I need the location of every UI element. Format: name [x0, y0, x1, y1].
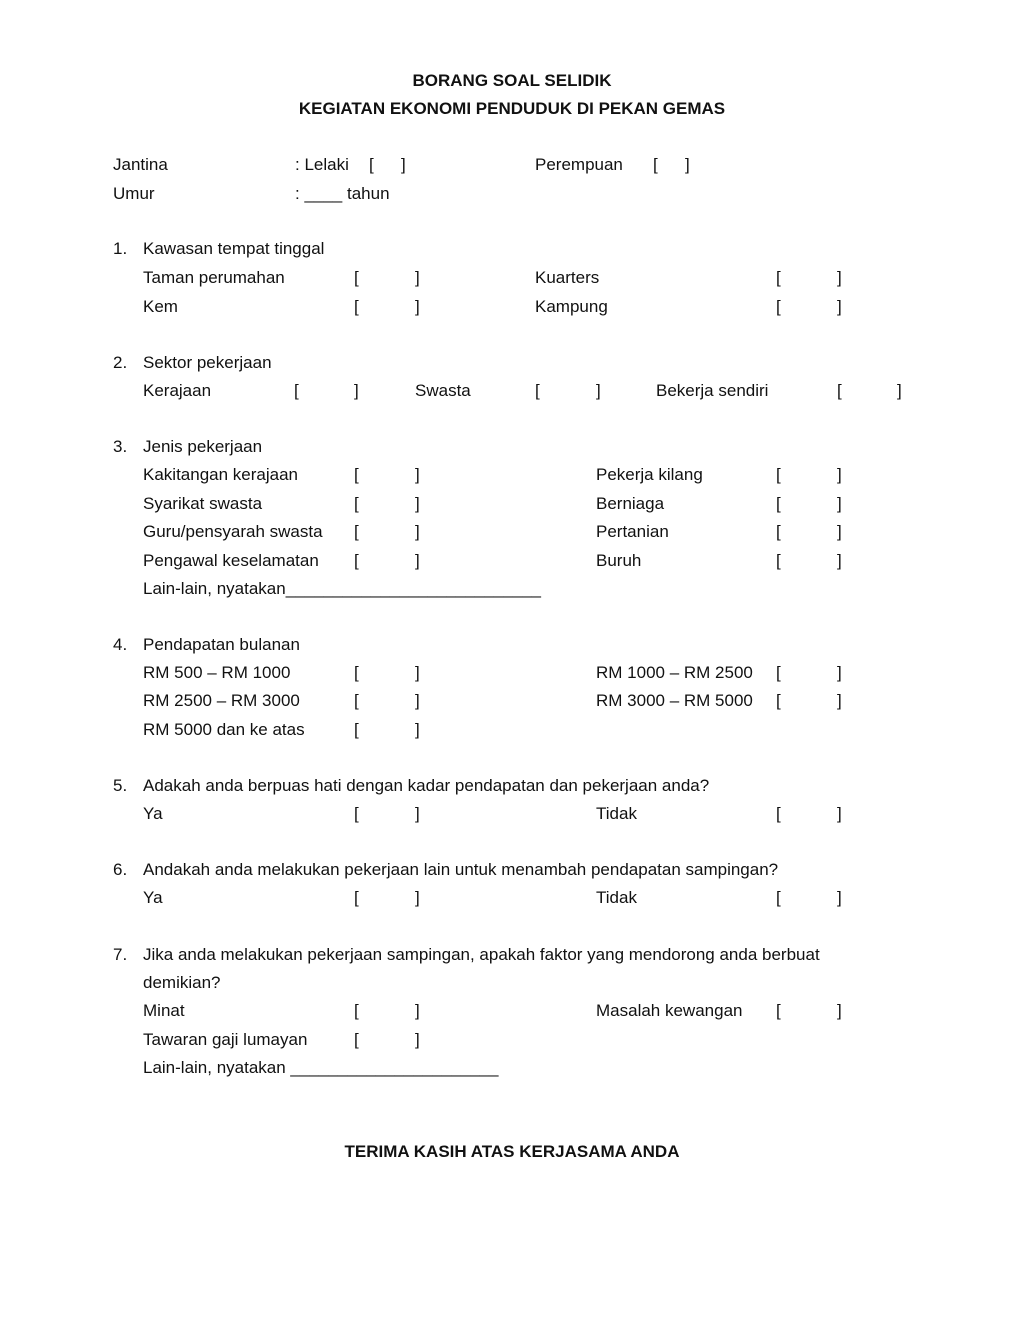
- q4-option-checkbox-close[interactable]: ]: [837, 663, 842, 682]
- q7-other-field[interactable]: Lain-lain, nyatakan ______________________: [143, 1058, 499, 1077]
- q3-option-checkbox-close[interactable]: ]: [415, 494, 420, 513]
- q3-option-label: Kakitangan kerajaan: [143, 465, 299, 484]
- q3-option-label: Syarikat swasta: [143, 494, 263, 513]
- q7-option-label: Minat: [143, 1001, 185, 1020]
- q3-option-checkbox-close[interactable]: ]: [415, 465, 420, 484]
- q3-option-checkbox-open[interactable]: [: [776, 522, 781, 541]
- q2-option-checkbox-close[interactable]: ]: [596, 381, 601, 400]
- form-subtitle: KEGIATAN EKONOMI PENDUDUK DI PEKAN GEMAS: [298, 99, 726, 118]
- q2-option-label: Swasta: [415, 381, 471, 400]
- q6-option-checkbox-open[interactable]: [: [354, 888, 359, 907]
- q7-question-line2: demikian?: [143, 973, 221, 992]
- q2-option-label: Bekerja sendiri: [656, 381, 769, 400]
- q3-question: Jenis pekerjaan: [143, 437, 263, 456]
- q6-option-label: Tidak: [596, 888, 637, 907]
- jantina-female-checkbox-close[interactable]: ]: [685, 155, 690, 174]
- q7-option-checkbox-close[interactable]: ]: [415, 1030, 420, 1049]
- q2-option-checkbox-open[interactable]: [: [294, 381, 299, 400]
- jantina-female-checkbox-open[interactable]: [: [653, 155, 658, 174]
- q5-question: Adakah anda berpuas hati dengan kadar pendapatan dan pekerjaan anda?: [143, 776, 710, 795]
- q2-option-checkbox-close[interactable]: ]: [354, 381, 359, 400]
- q3-option-checkbox-open[interactable]: [: [776, 494, 781, 513]
- q3-option-label: Pekerja kilang: [596, 465, 703, 484]
- umur-label: Umur: [113, 184, 155, 203]
- q2-option-checkbox-open[interactable]: [: [837, 381, 842, 400]
- q3-option-label: Pertanian: [596, 522, 669, 541]
- q5-number: 5.: [113, 776, 128, 795]
- q1-option-label: Kem: [143, 297, 178, 316]
- q4-option-label: RM 5000 dan ke atas: [143, 720, 305, 739]
- q1-option-label: Kampung: [535, 297, 608, 316]
- q6-option-checkbox-close[interactable]: ]: [837, 888, 842, 907]
- q5-option-checkbox-close[interactable]: ]: [837, 804, 842, 823]
- q7-option-label: Masalah kewangan: [596, 1001, 743, 1020]
- q2-number: 2.: [113, 353, 128, 372]
- q4-option-label: RM 1000 – RM 2500: [596, 663, 753, 682]
- q3-other-field[interactable]: Lain-lain, nyatakan___________________________: [143, 579, 541, 598]
- jantina-female-label: Perempuan: [535, 155, 623, 174]
- jantina-male-checkbox-close[interactable]: ]: [401, 155, 406, 174]
- jantina-male-checkbox-open[interactable]: [: [369, 155, 374, 174]
- form-title: BORANG SOAL SELIDIK: [412, 71, 612, 90]
- q5-option-checkbox-close[interactable]: ]: [415, 804, 420, 823]
- q2-option-label: Kerajaan: [143, 381, 212, 400]
- q3-option-checkbox-open[interactable]: [: [354, 465, 359, 484]
- q3-option-checkbox-close[interactable]: ]: [415, 551, 420, 570]
- q3-number: 3.: [113, 437, 128, 456]
- q1-option-checkbox-close[interactable]: ]: [837, 268, 842, 287]
- umur-field[interactable]: : ____ tahun: [295, 184, 390, 203]
- q1-option-label: Kuarters: [535, 268, 600, 287]
- q7-option-checkbox-open[interactable]: [: [354, 1001, 359, 1020]
- q5-option-checkbox-open[interactable]: [: [776, 804, 781, 823]
- q4-option-checkbox-open[interactable]: [: [354, 691, 359, 710]
- q3-option-checkbox-open[interactable]: [: [354, 494, 359, 513]
- q4-question: Pendapatan bulanan: [143, 635, 300, 654]
- q6-question: Andakah anda melakukan pekerjaan lain untuk menambah pendapatan sampingan?: [143, 860, 779, 879]
- q3-option-checkbox-close[interactable]: ]: [837, 465, 842, 484]
- q6-number: 6.: [113, 860, 128, 879]
- q1-option-checkbox-open[interactable]: [: [354, 268, 359, 287]
- q3-option-checkbox-open[interactable]: [: [776, 465, 781, 484]
- q3-option-checkbox-open[interactable]: [: [354, 522, 359, 541]
- q3-option-checkbox-open[interactable]: [: [776, 551, 781, 570]
- q5-option-label: Tidak: [596, 804, 637, 823]
- q7-option-checkbox-close[interactable]: ]: [837, 1001, 842, 1020]
- thank-you-note: TERIMA KASIH ATAS KERJASAMA ANDA: [344, 1142, 680, 1161]
- q2-question: Sektor pekerjaan: [143, 353, 272, 372]
- q2-option-checkbox-close[interactable]: ]: [897, 381, 902, 400]
- q4-option-checkbox-close[interactable]: ]: [415, 663, 420, 682]
- q1-option-checkbox-open[interactable]: [: [776, 268, 781, 287]
- q4-option-label: RM 500 – RM 1000: [143, 663, 291, 682]
- q5-option-label: Ya: [143, 804, 163, 823]
- q6-option-label: Ya: [143, 888, 163, 907]
- q1-option-checkbox-close[interactable]: ]: [415, 268, 420, 287]
- q4-option-checkbox-close[interactable]: ]: [415, 691, 420, 710]
- q4-option-checkbox-close[interactable]: ]: [837, 691, 842, 710]
- q4-option-checkbox-close[interactable]: ]: [415, 720, 420, 739]
- q1-option-checkbox-close[interactable]: ]: [415, 297, 420, 316]
- q3-option-checkbox-close[interactable]: ]: [837, 551, 842, 570]
- jantina-male-label: : Lelaki: [295, 155, 349, 174]
- q7-option-label: Tawaran gaji lumayan: [143, 1030, 308, 1049]
- q3-option-checkbox-close[interactable]: ]: [837, 494, 842, 513]
- q7-option-checkbox-open[interactable]: [: [354, 1030, 359, 1049]
- q4-number: 4.: [113, 635, 128, 654]
- q4-option-label: RM 3000 – RM 5000: [596, 691, 753, 710]
- q1-number: 1.: [113, 239, 128, 258]
- q3-option-label: Pengawal keselamatan: [143, 551, 319, 570]
- q4-option-label: RM 2500 – RM 3000: [143, 691, 300, 710]
- q3-option-label: Berniaga: [596, 494, 665, 513]
- q1-option-checkbox-open[interactable]: [: [354, 297, 359, 316]
- q3-option-label: Buruh: [596, 551, 642, 570]
- q3-option-checkbox-close[interactable]: ]: [415, 522, 420, 541]
- q1-option-label: Taman perumahan: [143, 268, 285, 287]
- q1-option-checkbox-close[interactable]: ]: [837, 297, 842, 316]
- jantina-label: Jantina: [113, 155, 168, 174]
- q5-option-checkbox-open[interactable]: [: [354, 804, 359, 823]
- q2-option-checkbox-open[interactable]: [: [535, 381, 540, 400]
- q7-question-line1: Jika anda melakukan pekerjaan sampingan, apakah faktor yang mendorong anda berbuat: [143, 945, 820, 964]
- q7-option-checkbox-open[interactable]: [: [776, 1001, 781, 1020]
- q1-option-checkbox-open[interactable]: [: [776, 297, 781, 316]
- q6-option-checkbox-open[interactable]: [: [776, 888, 781, 907]
- q7-option-checkbox-close[interactable]: ]: [415, 1001, 420, 1020]
- q3-option-checkbox-open[interactable]: [: [354, 551, 359, 570]
- q4-option-checkbox-open[interactable]: [: [776, 663, 781, 682]
- q3-option-checkbox-close[interactable]: ]: [837, 522, 842, 541]
- q7-number: 7.: [113, 945, 128, 964]
- q4-option-checkbox-open[interactable]: [: [776, 691, 781, 710]
- q3-option-label: Guru/pensyarah swasta: [143, 522, 323, 541]
- q1-question: Kawasan tempat tinggal: [143, 239, 325, 258]
- q4-option-checkbox-open[interactable]: [: [354, 663, 359, 682]
- q4-option-checkbox-open[interactable]: [: [354, 720, 359, 739]
- q6-option-checkbox-close[interactable]: ]: [415, 888, 420, 907]
